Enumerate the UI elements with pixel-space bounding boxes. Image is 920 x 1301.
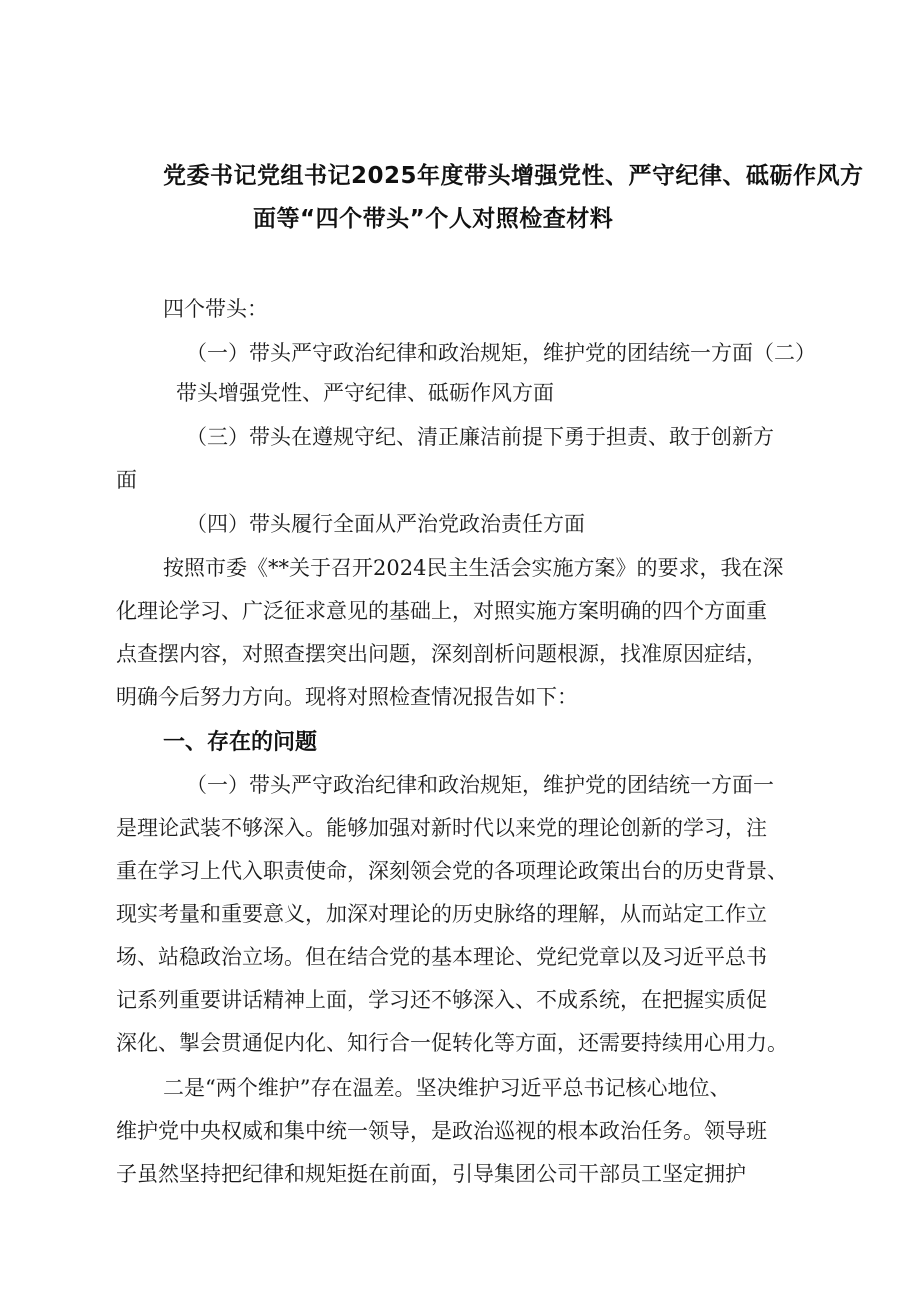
paragraph-3-line: 子虽然坚持把纪律和规矩挺在前面，引导集团公司干部员工坚定拥护 <box>116 1162 746 1186</box>
paragraph-2-line: （一）带头严守政治纪律和政治规矩，维护党的团结统一方面一 <box>186 773 774 797</box>
paragraph-2-line: 深化、掣会贯通促内化、知行合一促转化等方面，还需要持续用心用力。 <box>116 1031 788 1055</box>
section-1-heading: 一、存在的问题 <box>163 730 318 755</box>
paragraph-1-line: 化理论学习、广泛征求意见的基础上，对照实施方案明确的四个方面重 <box>116 599 767 623</box>
item-3-line-2: 面 <box>116 468 137 492</box>
paragraph-2-line: 现实考量和重要意义，加深对理论的历史脉络的理解，从而站定工作立 <box>116 902 767 926</box>
paragraph-2-line: 场、站稳政治立场。但在结合党的基本理论、党纪党章以及习近平总书 <box>116 945 767 969</box>
item-4: （四）带头履行全面从严治党政治责任方面 <box>186 512 585 536</box>
item-3-line-1: （三）带头在遵规守纪、清正廉洁前提下勇于担责、敢于创新方 <box>186 425 774 449</box>
paragraph-1-line: 明确今后努力方向。现将对照检查情况报告如下： <box>116 685 578 709</box>
paragraph-3-line: 维护党中央权威和集中统一领导，是政治巡视的根本政治任务。领导班 <box>116 1119 767 1143</box>
paragraph-1-line: 按照市委《**关于召开2024民主生活会实施方案》的要求，我在深 <box>163 556 784 580</box>
item-1-line-2: 带头增强党性、严守纪律、砥砺作风方面 <box>176 381 554 405</box>
paragraph-3-line: 二是“两个维护”存在温差。坚决维护习近平总书记核心地位、 <box>163 1076 731 1100</box>
intro-label: 四个带头： <box>163 297 268 321</box>
item-1-line-1: （一）带头严守政治纪律和政治规矩，维护党的团结统一方面（二） <box>186 341 816 365</box>
paragraph-1-line: 点查摆内容，对照查摆突出问题，深刻剖析问题根源，找准原因症结， <box>116 642 767 666</box>
paragraph-2-line: 重在学习上代入职责使命，深刻领会党的各项理论政策出台的历史背景、 <box>116 859 788 883</box>
document-title-line-1: 党委书记党组书记2025年度带头增强党性、严守纪律、砥砺作风方 <box>163 163 864 189</box>
paragraph-2-line: 是理论武装不够深入。能够加强对新时代以来党的理论创新的学习，注 <box>116 816 767 840</box>
paragraph-2-line: 记系列重要讲话精神上面，学习还不够深入、不成系统，在把握实质促 <box>116 988 767 1012</box>
document-title-line-2: 面等“四个带头”个人对照检查材料 <box>253 206 614 232</box>
